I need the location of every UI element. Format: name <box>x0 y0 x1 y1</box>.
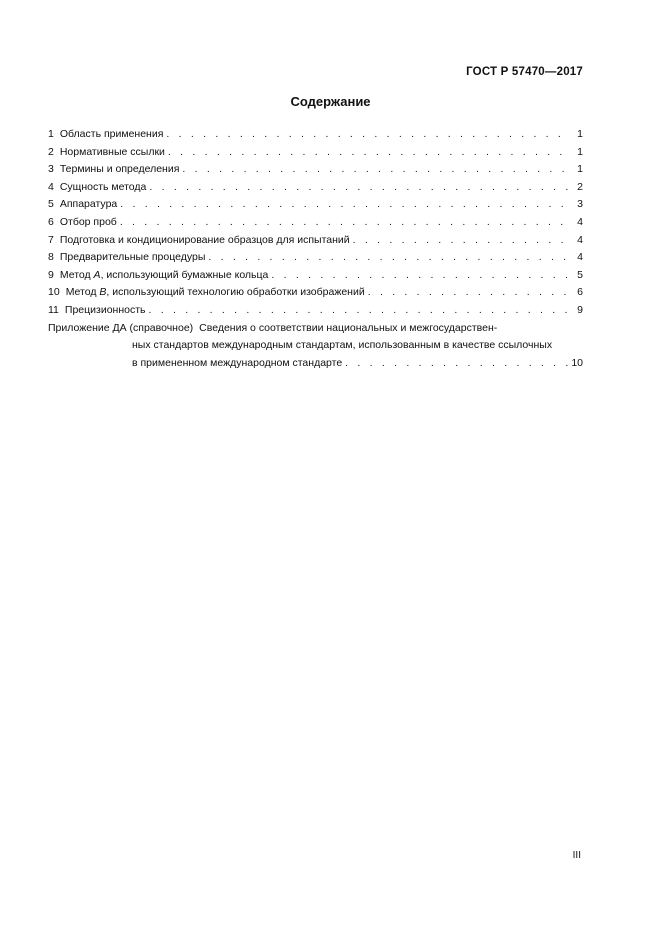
toc-entry-1[interactable] <box>48 126 583 144</box>
page-number: III <box>572 850 581 861</box>
annex-title-line-3: в примененном международном стандарте <box>132 356 343 369</box>
toc-leader-dots <box>166 126 570 144</box>
toc-entry-5[interactable] <box>48 196 583 214</box>
toc-entry-label: Аппаратура <box>59 198 118 211</box>
toc-entry-number: 9 <box>48 268 54 281</box>
toc-leader-dots <box>168 144 570 162</box>
toc-entry-page: 9 <box>577 303 583 316</box>
toc-entry-number: 8 <box>48 251 54 264</box>
toc-entry-page: 3 <box>577 198 583 211</box>
toc-label-prefix: Метод <box>65 286 100 299</box>
toc-entry-number: 7 <box>48 233 54 246</box>
toc-entry-number: 10 <box>48 286 60 299</box>
toc-leader-dots <box>345 355 568 373</box>
toc-entry-label: Сущность метода <box>59 180 147 193</box>
toc-entry-label: Предварительные процедуры <box>59 251 206 264</box>
toc-entry-4[interactable] <box>48 179 583 197</box>
table-of-contents <box>48 126 583 372</box>
toc-entry-number: 3 <box>48 163 54 176</box>
toc-leader-dots <box>271 267 570 285</box>
toc-entry-page: 4 <box>577 215 583 228</box>
annex-title-line-2: ных стандартов международным стандартам, использованным в качестве ссылочных <box>132 339 553 352</box>
toc-label-method-letter: A <box>93 268 101 281</box>
page-title: Содержание <box>290 94 371 109</box>
toc-entry-9[interactable] <box>48 267 583 285</box>
toc-entry-page: 6 <box>577 286 583 299</box>
toc-entry-label <box>66 284 365 302</box>
toc-entry-number: 2 <box>48 145 54 158</box>
toc-entry-10[interactable] <box>48 284 583 302</box>
toc-entry-annex-da[interactable] <box>48 320 583 373</box>
toc-entry-label: Прецизионность <box>64 303 146 316</box>
toc-label-prefix: Метод <box>59 268 94 281</box>
toc-leader-dots <box>182 161 570 179</box>
toc-entry-8[interactable] <box>48 249 583 267</box>
toc-leader-dots <box>149 179 570 197</box>
toc-entry-number: 11 <box>48 303 59 316</box>
toc-leader-dots <box>149 302 571 320</box>
toc-entry-label: Отбор проб <box>59 215 117 228</box>
annex-prefix: Приложение ДА (справочное) <box>48 321 194 334</box>
toc-entry-number: 4 <box>48 180 54 193</box>
toc-entry-page: 10 <box>571 356 583 369</box>
toc-entry-11[interactable] <box>48 302 583 320</box>
toc-entry-3[interactable] <box>48 161 583 179</box>
standard-code-header: ГОСТ Р 57470—2017 <box>466 66 583 78</box>
toc-entry-page: 2 <box>577 180 583 193</box>
toc-leader-dots <box>208 249 570 267</box>
toc-entry-page: 4 <box>577 233 583 246</box>
toc-entry-page: 1 <box>577 128 583 140</box>
annex-title-line-1: Сведения о соответствии национальных и межгосударствен- <box>199 321 498 334</box>
toc-entry-page: 1 <box>577 163 583 176</box>
toc-entry-page: 1 <box>577 145 583 158</box>
toc-entry-label: Подготовка и кондиционирование образцов для испытаний <box>59 233 350 246</box>
toc-entry-number: 5 <box>48 198 54 211</box>
toc-entry-number: 1 <box>48 128 54 140</box>
toc-entry-6[interactable] <box>48 214 583 232</box>
toc-label-method-letter: B <box>99 286 107 299</box>
toc-leader-dots <box>120 196 570 214</box>
toc-entry-number: 6 <box>48 215 54 228</box>
toc-label-suffix: , использующий технологию обработки изображений <box>106 286 365 299</box>
toc-entry-page: 4 <box>577 251 583 264</box>
toc-entry-label: Нормативные ссылки <box>59 145 165 158</box>
toc-entry-7[interactable] <box>48 232 583 250</box>
toc-entry-label <box>60 267 269 285</box>
toc-label-suffix: , использующий бумажные кольца <box>100 268 269 281</box>
toc-entry-page: 5 <box>577 268 583 281</box>
toc-entry-label: Область применения <box>59 128 164 140</box>
toc-entry-2[interactable] <box>48 144 583 162</box>
toc-leader-dots <box>368 284 570 302</box>
toc-entry-label: Термины и определения <box>59 163 180 176</box>
toc-leader-dots <box>120 214 570 232</box>
toc-leader-dots <box>353 232 570 250</box>
